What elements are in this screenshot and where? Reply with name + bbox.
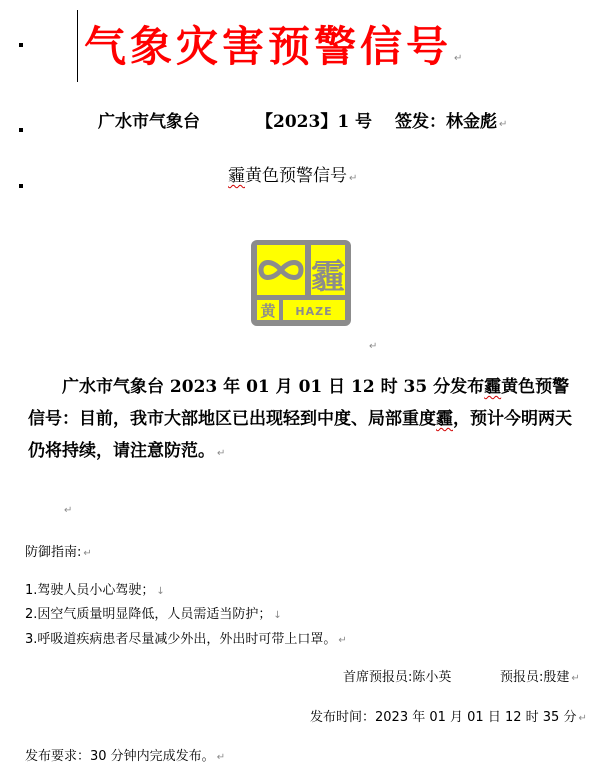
release-requirement: 发布要求：30 分钟内完成发布。 ↵ [25, 749, 226, 764]
guide-heading: 防御指南: ↵ [25, 545, 92, 560]
icon-level-text: 黄 [260, 302, 276, 320]
margin-bullet [19, 184, 23, 188]
document-number: 【2023】1 号 [256, 112, 373, 132]
paragraph-mark: ↵ [369, 341, 378, 352]
haze-yellow-warning-icon [251, 240, 351, 326]
document-title: 气象灾害预警信号 ↵ [84, 22, 467, 71]
signer: 签发：林金彪 ↵ [395, 112, 508, 132]
release-time: 发布时间：2023 年 01 月 01 日 12 时 35 分 ↵ [310, 710, 587, 725]
chief-forecaster: 首席预报员:陈小英 [343, 670, 452, 685]
guide-item: 3.呼吸道疾病患者尽量减少外出，外出时可带上口罩。 ↵ [25, 632, 347, 647]
guide-item: 2.因空气质量明显降低，人员需适当防护； ↓ [25, 607, 282, 622]
issuer-name: 广水市气象台 [98, 112, 200, 132]
icon-hazard-glyph: 霾 [311, 257, 345, 297]
signal-name: 霾黄色预警信号 ↵ [228, 166, 358, 186]
text-cursor-line [77, 10, 78, 82]
margin-bullet [19, 43, 23, 47]
guide-item: 1.驾驶人员小心驾驶； ↓ [25, 583, 165, 598]
forecaster: 预报员:殷建 ↵ [500, 670, 580, 685]
margin-bullet [19, 128, 23, 132]
paragraph-mark: ↵ [64, 505, 73, 516]
warning-body-paragraph: 广水市气象台 2023 年 01 月 01 日 12 时 35 分发布霾黄色预警信号：目前，我市大部地区已出现轻到中度、局部重度霾，预计今明两天仍将持续，请注意防范。 ↵ [28, 377, 572, 461]
icon-english-text: HAZE [295, 305, 333, 318]
haze-signal-graphic [251, 240, 351, 326]
